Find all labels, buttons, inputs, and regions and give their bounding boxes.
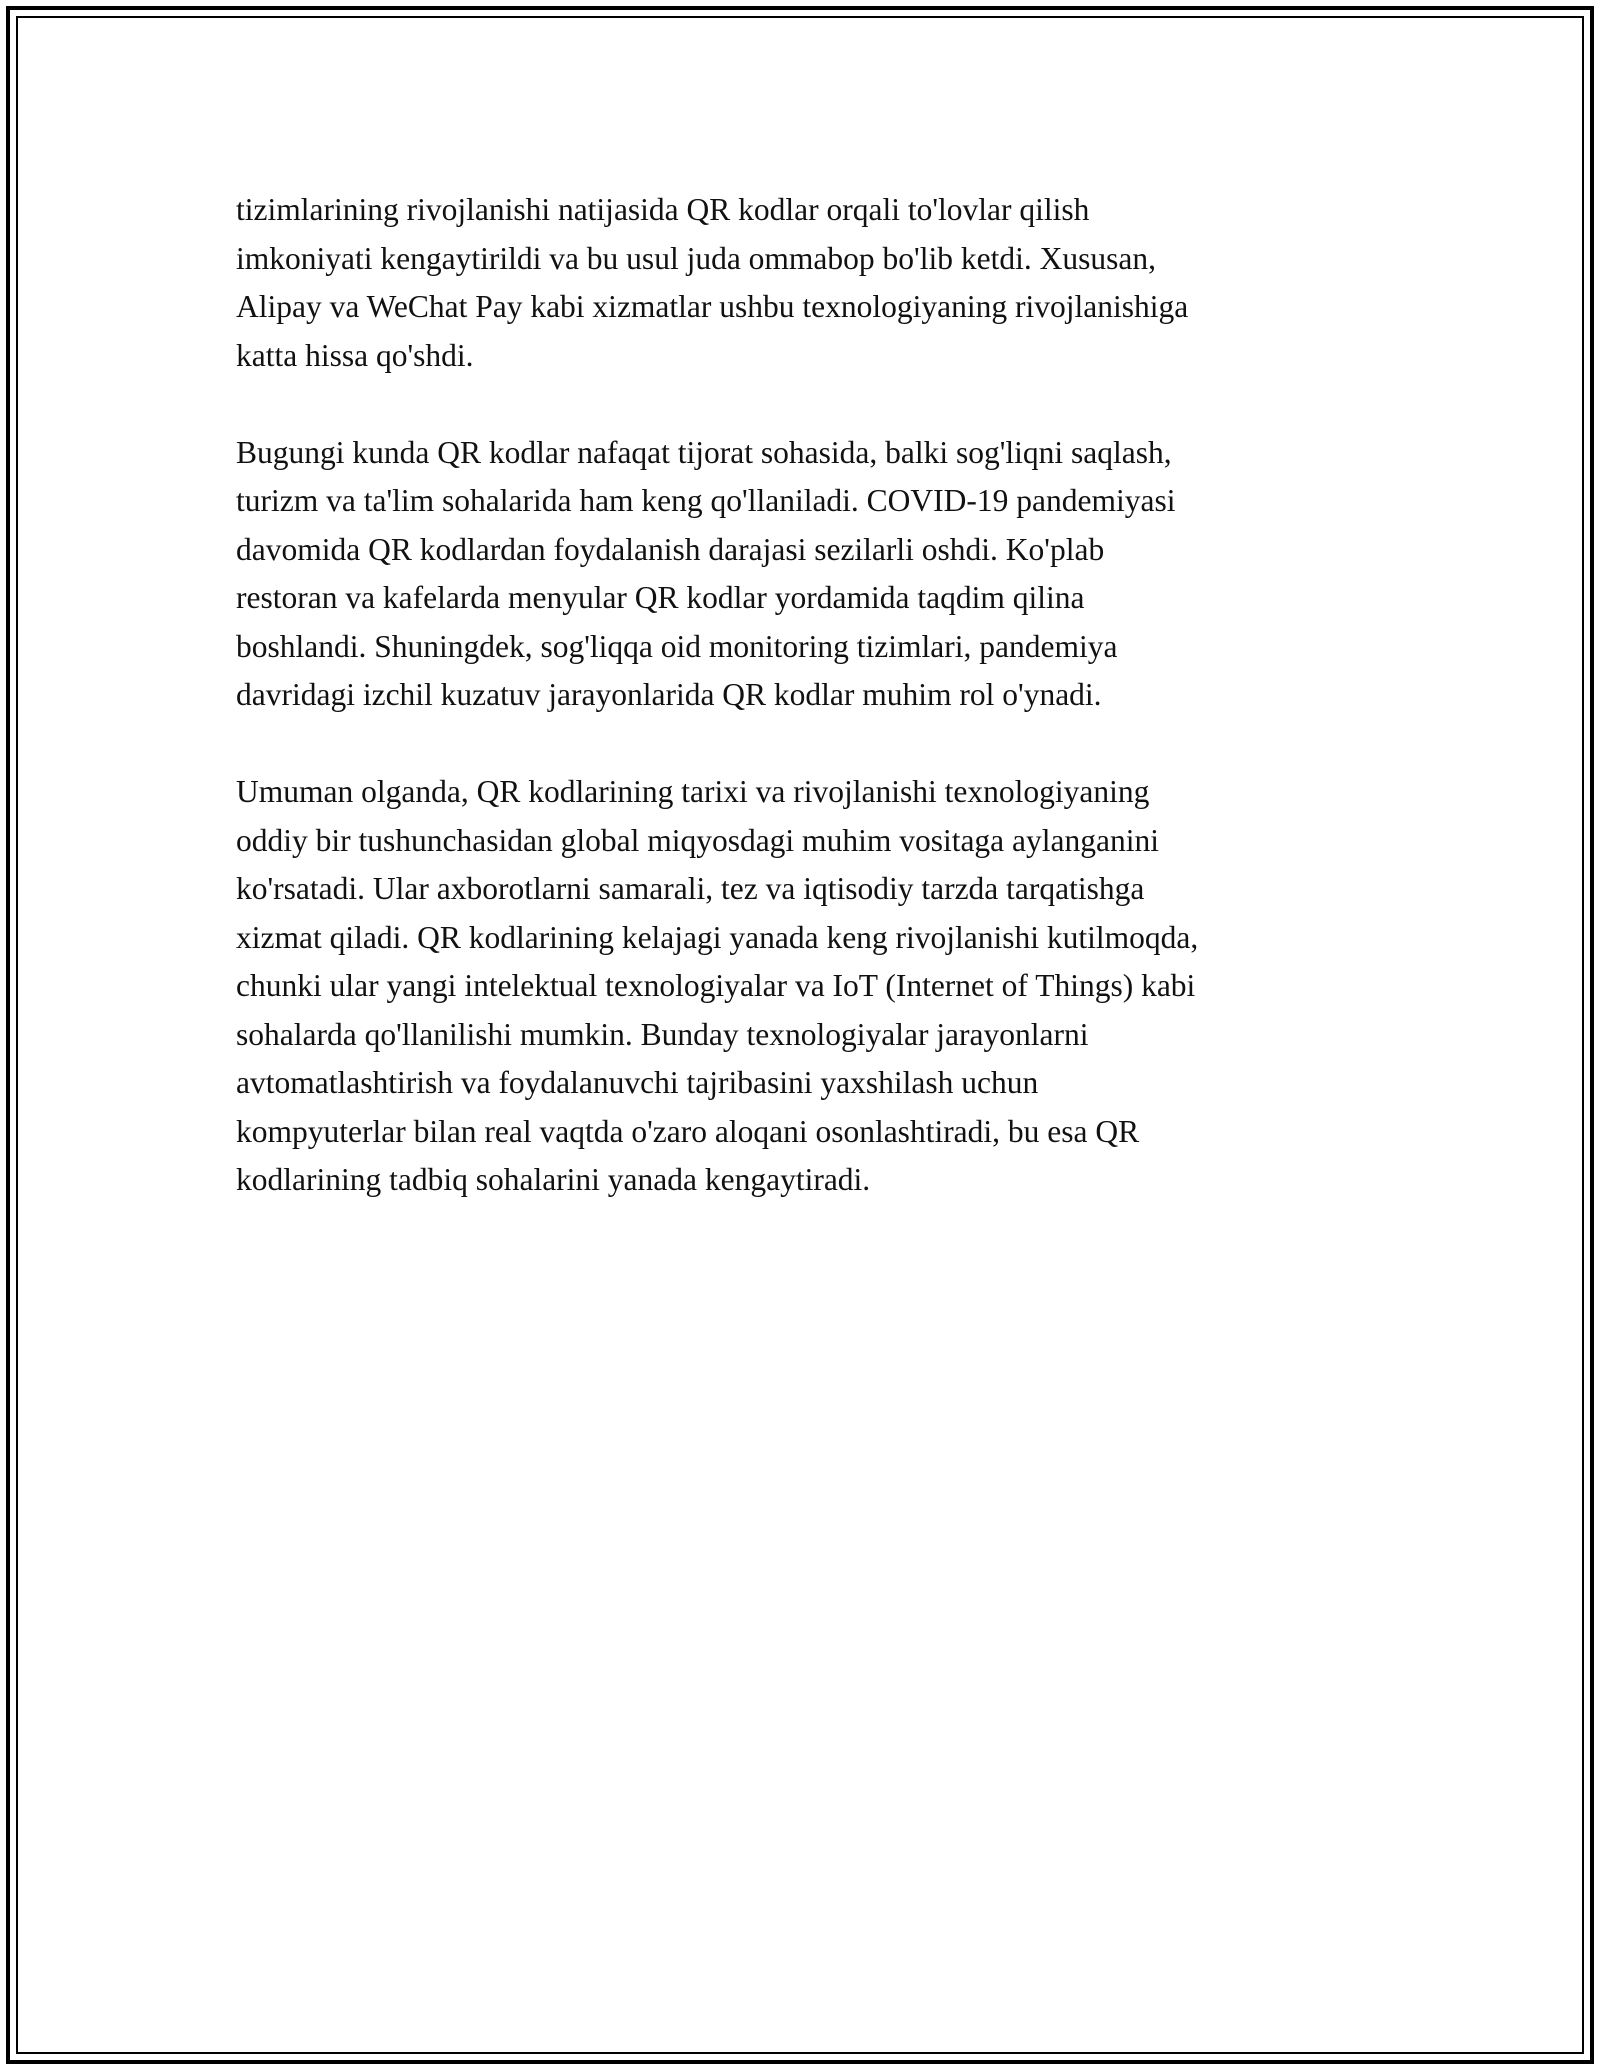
text-line: kompyuterlar bilan real vaqtda o'zaro aloqani osonlashtiradi, bu esa QR [236,1113,1140,1149]
text-line: oddiy bir tushunchasidan global miqyosdagi muhim vositaga aylanganini [236,822,1159,858]
text-line: davridagi izchil kuzatuv jarayonlarida QR kodlar muhim rol o'ynadi. [236,677,1102,712]
text-line: katta hissa qo'shdi. [236,337,474,373]
paragraph-2 [236,429,1396,720]
text-line: avtomatlashtirish va foydalanuvchi tajribasini yaxshilash uchun [236,1065,1039,1100]
text-line: xizmat qiladi. QR kodlarining kelajagi yanada keng rivojlanishi kutilmoqda, [236,919,1199,955]
text-line: imkoniyati kengaytirildi va bu usul juda ommabop bo'lib ketdi. Xususan, [236,240,1156,276]
text-line: restoran va kafelarda menyular QR kodlar yordamida taqdim qilina [236,580,1085,615]
text-line: kodlarining tadbiq sohalarini yanada kengaytiradi. [236,1162,871,1197]
text-line: boshlandi. Shuningdek, sog'liqqa oid monitoring tizimlari, pandemiya [236,628,1118,664]
document-body [236,186,1396,1253]
paragraph-1 [236,186,1396,380]
text-line: chunki ular yangi intelektual texnologiyalar va IoT (Internet of Things) kabi [236,968,1196,1003]
text-line: Alipay va WeChat Pay kabi xizmatlar ushbu texnologiyaning rivojlanishiga [236,289,1189,324]
text-line: davomida QR kodlardan foydalanish darajasi sezilarli oshdi. Ko'plab [236,531,1105,567]
paragraph-3 [236,768,1396,1205]
text-line: turizm va ta'lim sohalarida ham keng qo'llaniladi. COVID-19 pandemiyasi [236,483,1176,518]
text-line: tizimlarining rivojlanishi natijasida QR kodlar orqali to'lovlar qilish [236,192,1090,227]
text-line: Bugungi kunda QR kodlar nafaqat tijorat sohasida, balki sog'liqni saqlash, [236,434,1172,470]
text-line: sohalarda qo'llanilishi mumkin. Bunday texnologiyalar jarayonlarni [236,1016,1089,1052]
text-line: Umuman olganda, QR kodlarining tarixi va rivojlanishi texnologiyaning [236,774,1150,809]
text-line: ko'rsatadi. Ular axborotlarni samarali, tez va iqtisodiy tarzda tarqatishga [236,871,1145,906]
